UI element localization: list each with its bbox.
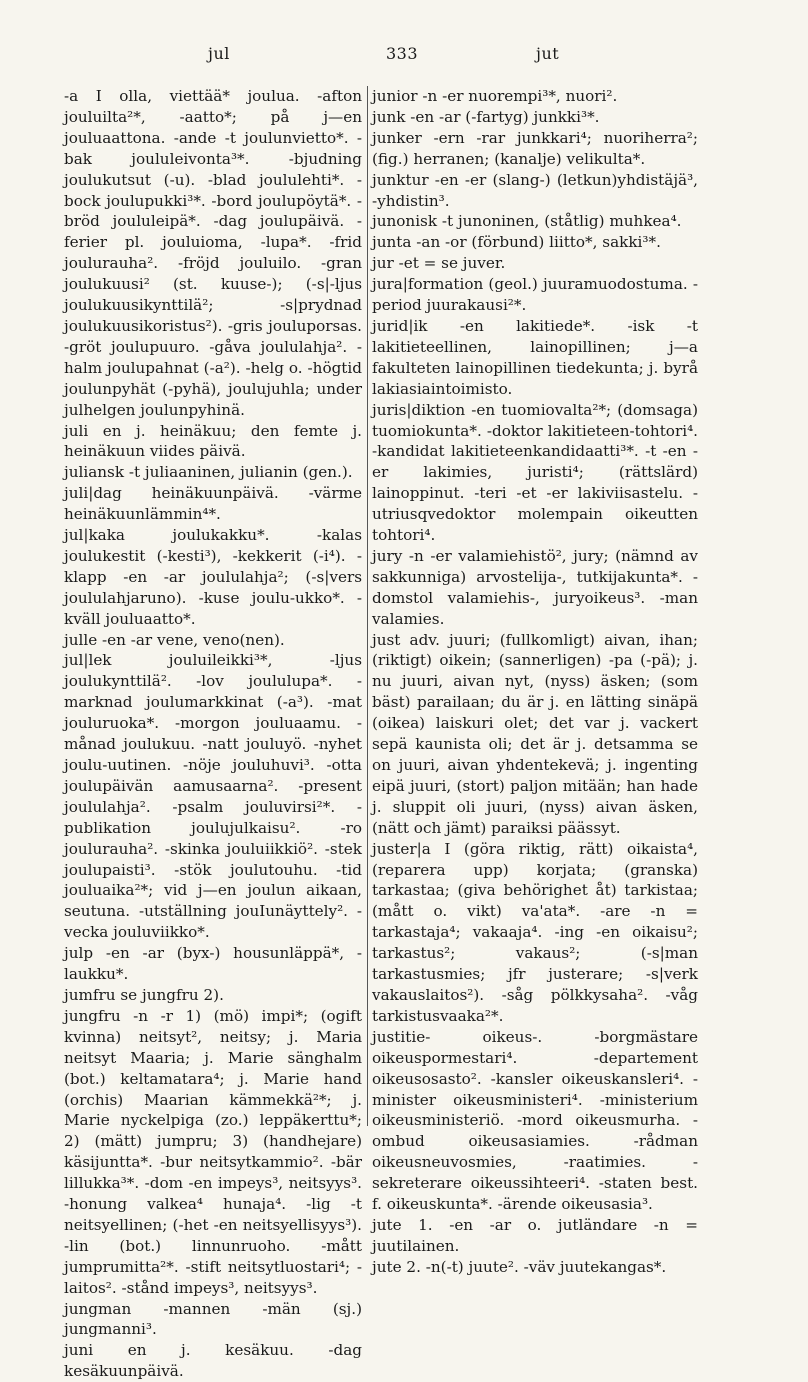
right-guide-word: jut — [536, 44, 560, 63]
entry-jute-2: jute 2. -n(-t) juute². -väv juutekangas*. — [372, 1257, 667, 1276]
entry-juni: juni en j. kesäkuu. -dag kesäkuunpäivä. — [64, 1341, 362, 1381]
entry-julidag: juli|dag heinäkuunpäivä. -värme heinäkuunlämmin⁴*. — [64, 484, 362, 524]
entry-julle: julle -en -ar vene, veno(nen). — [64, 630, 285, 649]
entry-juli: juli en j. heinäkuu; den femte j. heinäkuun viides päivä. — [64, 421, 362, 461]
entry-jury: jury -n -er valamiehistö², jury; (nämnd av sakkunniga) arvostelija-, tutkijakunta*. -domstol valamiehis-, juryoikeus³. -man valamies. — [372, 546, 698, 628]
entry-junktur: junktur -en -er (slang-) (letkun)yhdistäjä³, -yhdistin³. — [372, 170, 698, 210]
right-column — [372, 86, 698, 1276]
entry-juliansk: juliansk -t juliaaninen, julianin (gen.). — [64, 463, 353, 482]
entry-jur: jur -et = se juver. — [372, 254, 506, 273]
entry-jungman: jungman -mannen -män (sj.) jungmanni³. — [64, 1299, 362, 1339]
entry-jul: -a I olla, viettää* joulua. -afton jouluilta²*, -aatto*; på j—en jouluaattona. -ande -t joulunvietto*. -bak joululeivonta³*. -bjudning joulukutsut (-u). -blad joululehti*. -bock joulupukki³*. -bord joulupöytä*. -bröd joululeipä*. -dag joulupäivä. -ferier pl. jouluioma, -lupa*. -frid joulurauha². -fröjd jouluilo. -gran joulukuusi² (st. kuuse-); (-s|-ljus joulukuusikynttilä²; -s|prydnad joulukuusikoristus²). -gris jouluporsas. -gröt joulupuuro. -gåva joululahja². -halm joulupahnat (-a²). -helg o. -högtid joulunpyhät (-pyhä), joulujuhla; under julhelgen joulunpyhinä. — [64, 87, 362, 419]
entry-junior: junior -n -er nuorempi³*, nuori². — [372, 87, 618, 105]
entry-junker: junker -ern -rar junkkari⁴; nuoriherra²; (fig.) herranen; (kanalje) velikulta*. — [372, 128, 698, 168]
entry-junonisk: junonisk -t junoninen, (ståtlig) muhkea⁴. — [372, 212, 682, 231]
entry-jurid: jurid|ik -en lakitiede*. -isk -t lakitieteellinen, lainopillinen; j—a fakulteten lainopillinen tiedekunta; j. byrå lakiasiaintoimisto. — [372, 316, 698, 398]
entry-junta: junta -an -or (förbund) liitto*, sakki³*. — [372, 233, 661, 252]
entry-jute-1: jute 1. -en -ar o. jutländare -n = juutilainen. — [372, 1215, 698, 1255]
entry-jullek: jul|lek jouluileikki³*, -ljus joulukynttilä². -lov joululupa*. -marknad joulumarkkinat (-a³). -mat jouluruoka*. -morgon jouluaamu. -månad joulukuu. -natt jouluyö. -nyhet joulu-uutinen. -nöje jouluhuvi³. -otta joulupäivän aamusaarna². -present joululahja². -psalm jouluvirsi²*. -publikation joulujulkaisu². -ro joulurauha². -skinka jouluiikkiö². -stek joulupaisti³. -stök joulutouhu. -tid jouluaika²*; vid j—en joulun aikaan, seutuna. -utställning jouIunäyttely². -vecka jouluviikko*. — [64, 651, 362, 942]
entry-just: just adv. juuri; (fullkomligt) aivan, ihan; (riktigt) oikein; (sannerligen) -pa (-pä); j. nu juuri, aivan nyt, (nyss) äsken; (som bäst) parailaan; du är j. en lätting sinäpä (oikea) laiskuri olet; det var j. vackert sepä kaunista oli; det är j. detsamma se on juuri, aivan yhdentekevä; j. ingenting eipä juuri, (stort) paljon mitään; han hade j. sluppit oli juuri, (nyss) aivan äsken, (nätt och jämt) paraiksi päässyt. — [372, 630, 698, 837]
page-number: 333 — [386, 44, 419, 63]
entry-junk: junk -en -ar (-fartyg) junkki³*. — [372, 107, 600, 126]
entry-jungfru: jungfru -n -r 1) (mö) impi*; (ogift kvinna) neitsyt², neitsy; j. Maria neitsyt Maaria; j. Marie sänghalm (bot.) keltamatara⁴; j. Marie hand (orchis) Maarian kämmekkä²*; j. Marie nyckelpiga (zo.) leppäkerttu*; 2) (mätt) jumpru; 3) (handhejare) käsijuntta*. -bur neitsytkammio². -bär lillukka³*. -dom -en impeys³, neitsyys³. -honung valkea⁴ hunaja⁴. -lig -t neitsyellinen; (-het -en neitsyellisyys³). -lin (bot.) linnunruoho. -mått jumprumitta²*. -stift neitsytluostari⁴; -laitos². -stånd impeys³, neitsyys³. — [64, 1006, 362, 1297]
entry-julp: julp -en -ar (byx-) housunläppä*, -laukku*. — [64, 944, 362, 984]
entry-jumfru: jumfru se jungfru 2). — [64, 985, 224, 1004]
left-column — [64, 86, 362, 1381]
entry-juris: juris|diktion -en tuomiovalta²*; (domsaga) tuomiokunta*. -doktor lakitieteen-tohtori⁴. -kandidat lakitieteenkandidaatti³*. -t -en -er lakimies, juristi⁴; (rättslärd) lainoppinut. -teri -et -er lakiviisastelu. -utriusqvedoktor molempain oikeutten tohtori⁴. — [372, 400, 698, 545]
entry-julkaka: jul|kaka joulukakku*. -kalas joulukestit (-kesti³), -kekkerit (-i⁴). -klapp -en -ar joululahja²; (-s|vers joululahjaruno). -kuse joulu-ukko*. -kväll jouluaatto*. — [64, 526, 362, 628]
entry-justitie: justitie- oikeus-. -borgmästare oikeuspormestari⁴. -departement oikeusosasto². -kansler oikeuskansleri⁴. -minister oikeusministeri⁴. -ministerium oikeusministeriö. -mord oikeusmurha. -ombud oikeusasiamies. -rådman oikeusneuvosmies, -raatimies. -sekreterare oikeussihteeri⁴. -staten best. f. oikeuskunta*. -ärende oikeusasia³. — [372, 1027, 698, 1214]
column-divider — [367, 86, 368, 1126]
entry-jura: jura|formation (geol.) juuramuodostuma. -period juurakausi²*. — [372, 275, 698, 315]
entry-justera: juster|a I (göra riktig, rätt) oikaista⁴, (reparera upp) korjata; (granska) tarkastaa; (giva behörighet åt) tarkistaa; (mått o. vikt) va'ata*. -are -n = tarkastaja⁴; vakaaja⁴. -ing -en oikaisu²; tarkastus²; vakaus²; (-s|man tarkastusmies; jfr justerare; -s|verk vakauslaitos²). -såg pölkkysaha². -våg tarkistusvaaka²*. — [372, 839, 698, 1025]
left-guide-word: jul — [208, 44, 230, 63]
